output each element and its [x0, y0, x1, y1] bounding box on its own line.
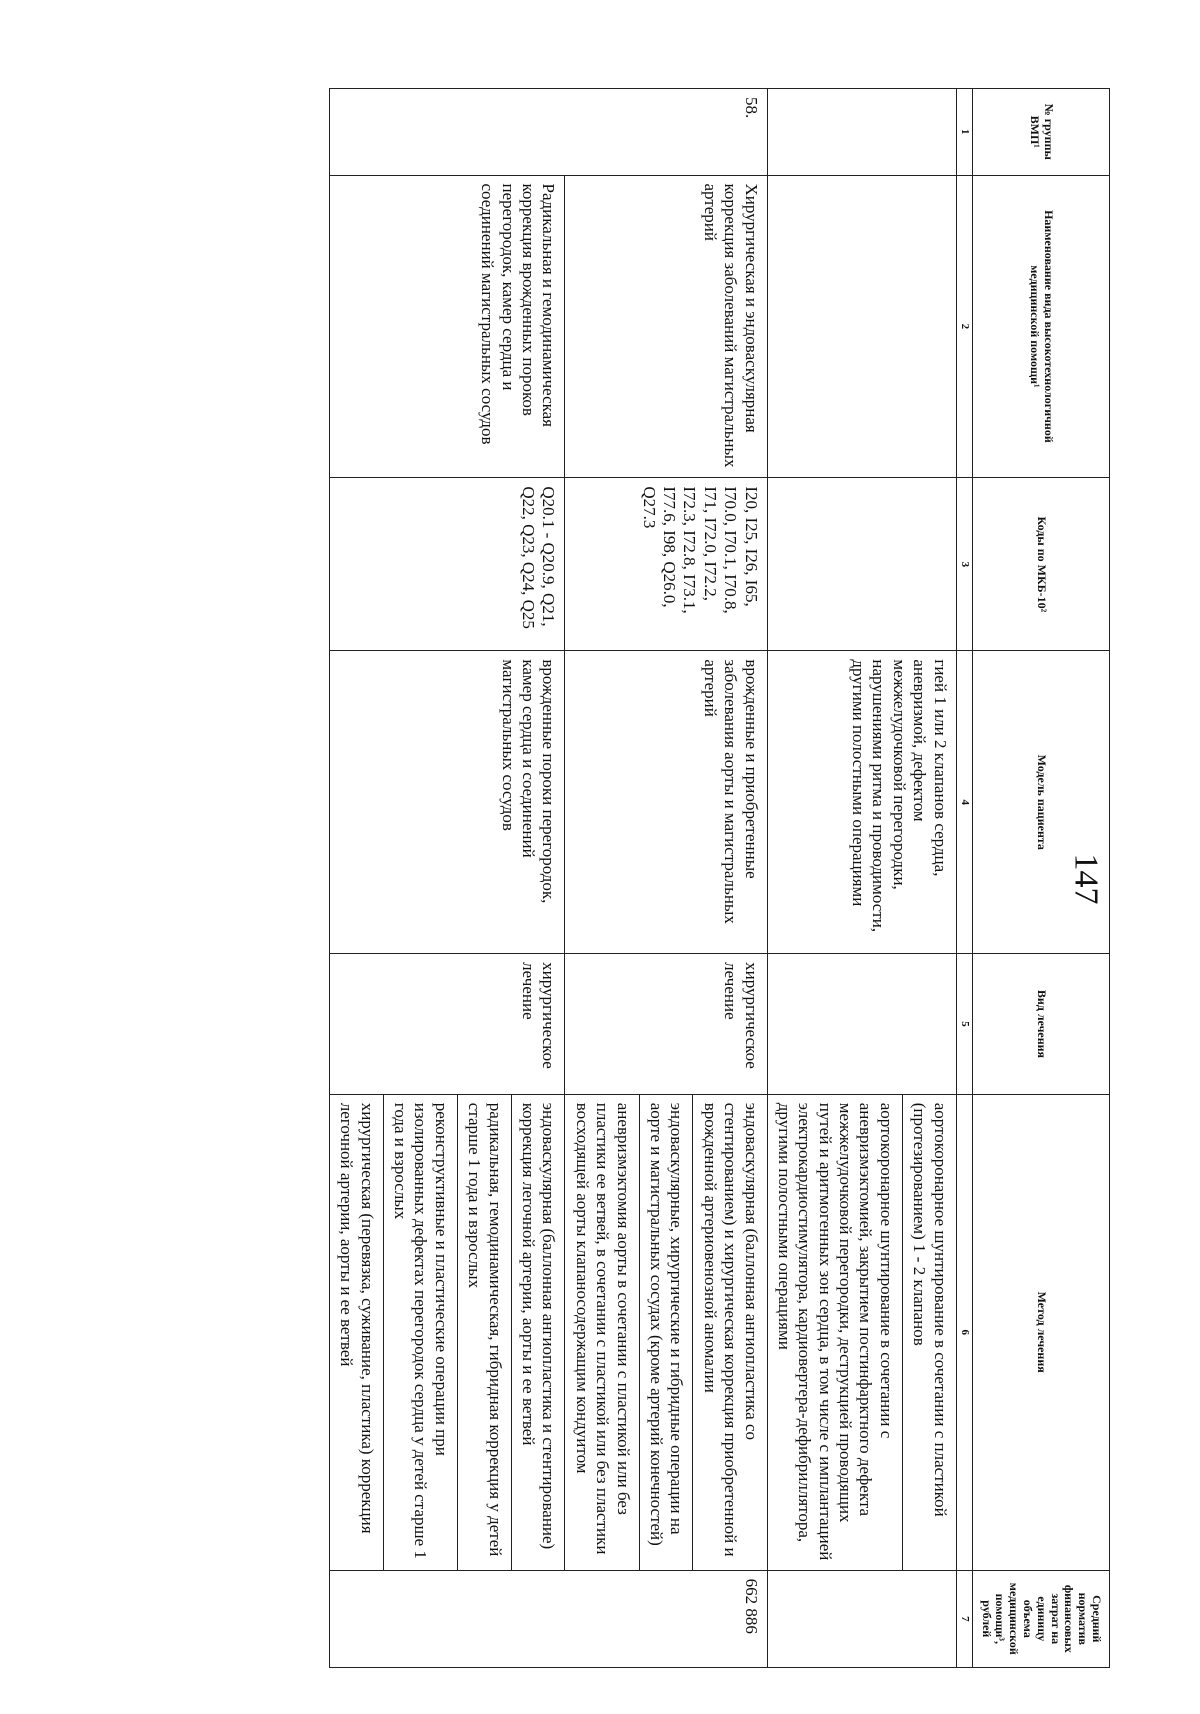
vmp-name-cell	[767, 175, 956, 478]
column-number-row	[956, 89, 972, 1668]
treatment-method-cell: аортокоронарное шунтирование в сочетании с пластикой (протезированием) 1 - 2 клапанов	[902, 1094, 956, 1570]
header-patient-model: Модель пациента	[972, 651, 1109, 954]
icd-codes-cell	[767, 478, 956, 651]
table-row	[693, 89, 767, 1668]
icd-codes-cell: I20, I25, I26, I65, I70.0, I70.1, I70.8, I71, I72.0, I72.2, I72.3, I72.8, I73.1, I77.6, I98, Q26.0, Q27.3	[565, 478, 767, 651]
column-number: 5	[956, 954, 972, 1095]
header-icd-codes: Коды по МКБ-10²	[972, 478, 1109, 651]
cost-norm-cell	[767, 1570, 956, 1667]
treatment-method-cell: аневризмэктомия аорты в сочетании с пластикой или без пластики ее ветвей, в сочетании с пластикой или без пластики восходящей аорты клапаносодержащим кондуитом	[565, 1094, 639, 1570]
rotated-page-content	[90, 88, 1110, 1668]
column-number: 2	[956, 175, 972, 478]
vmp-name-cell: Радикальная и гемодинамическая коррекция врожденных пороков перегородок, камер сердца и соединений магистральных сосудов	[329, 175, 565, 478]
icd-codes-cell: Q20.1 - Q20.9, Q21, Q22, Q23, Q24, Q25	[329, 478, 565, 651]
treatment-method-cell: радикальная, гемодинамическая, гибридная коррекция у детей старше 1 года и взрослых	[457, 1094, 511, 1570]
table-header-row	[972, 89, 1109, 1668]
treatment-method-cell: хирургическая (перевязка, суживание, пластика) коррекция легочной артерии, аорты и ее ветвей	[329, 1094, 383, 1570]
treatment-method-cell: эндоваскулярные, хирургические и гибридные операции на аорте и магистральных сосудах (кроме артерий конечностей)	[639, 1094, 693, 1570]
page-number: 147	[1067, 853, 1105, 905]
treatment-type-cell: хирургическое лечение	[565, 954, 767, 1095]
treatment-method-cell: аортокоронарное шунтирование в сочетании с аневризмэктомией, закрытием постинфарктного дефекта межжелудочковой перегородки, деструкцией проводящих путей и аритмогенных зон сердца, в том числе с имплантацией электрокардиостимулятора, кардиовертера-дефибриллятора, другими полостными операциями	[767, 1094, 902, 1570]
column-number: 7	[956, 1570, 972, 1667]
treatment-method-cell: реконструктивные и пластические операции при изолированных дефектах перегородок сердца у детей старше 1 года и взрослых	[383, 1094, 457, 1570]
vmp-name-cell: Хирургическая и эндоваскулярная коррекция заболеваний магистральных артерий	[565, 175, 767, 478]
treatment-method-cell: эндоваскулярная (баллонная ангиопластика и стентирование) коррекция легочной артерии, аорты и ее ветвей	[511, 1094, 565, 1570]
patient-model-cell: врожденные и приобретенные заболевания аорты и магистральных артерий	[565, 651, 767, 954]
group-number-cell: 58.	[329, 89, 767, 176]
column-number: 4	[956, 651, 972, 954]
header-vmp-name: Наименование вида высокотехнологичной медицинской помощи¹	[972, 175, 1109, 478]
header-group-number: № группы ВМП¹	[972, 89, 1109, 176]
table-row	[511, 89, 565, 1668]
column-number: 1	[956, 89, 972, 176]
column-number: 6	[956, 1094, 972, 1570]
header-treatment-type: Вид лечения	[972, 954, 1109, 1095]
group-number-cell	[767, 89, 956, 176]
cost-norm-cell: 662 886	[329, 1570, 767, 1667]
header-treatment-method: Метод лечения	[972, 1094, 1109, 1570]
header-cost-norm: Средний норматив финансовых затрат на единицу объема медицинской помощи³, рублей	[972, 1570, 1109, 1667]
table-row	[902, 89, 956, 1668]
treatment-type-cell	[767, 954, 956, 1095]
treatment-type-cell: хирургическое лечение	[329, 954, 565, 1095]
treatment-method-cell: эндоваскулярная (баллонная ангиопластика со стентированием) и хирургическая коррекция приобретенной и врожденной артериовенозной аномалии	[693, 1094, 767, 1570]
vmp-table	[329, 88, 1110, 1668]
patient-model-cell: гией 1 или 2 клапанов сердца, аневризмой, дефектом межжелудочковой перегородки, нарушениями ритма и проводимости, другими полостными операциями	[767, 651, 956, 954]
patient-model-cell: врожденные пороки перегородок, камер сердца и соединений магистральных сосудов	[329, 651, 565, 954]
column-number: 3	[956, 478, 972, 651]
